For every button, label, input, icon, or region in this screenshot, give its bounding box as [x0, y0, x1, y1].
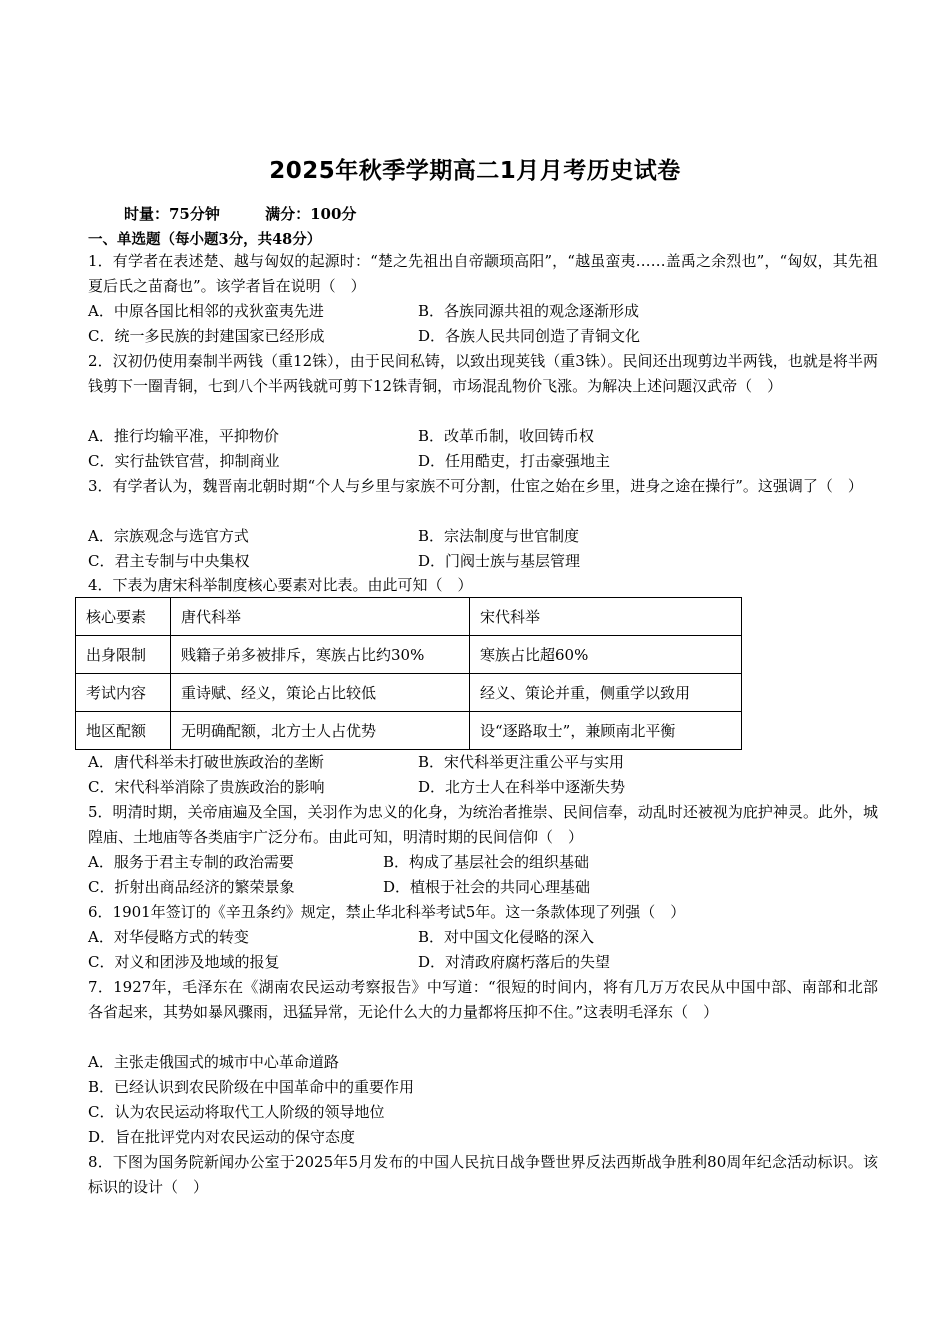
- table-header-cell: 核心要素: [76, 598, 171, 636]
- table-cell: 寒族占比超60%: [470, 636, 742, 674]
- q7-option-c: C．认为农民运动将取代工人阶级的领导地位: [88, 1103, 385, 1121]
- q2-option-c: C．实行盐铁官营，抑制商业: [88, 452, 280, 470]
- table-row: [76, 636, 742, 674]
- question-3-stem: 3．有学者认为，魏晋南北朝时期“个人与乡里与家族不可分割，仕宦之始在乡里，进身之途在操行”。这强调了（ ）: [88, 477, 863, 495]
- q3-option-b: B．宗法制度与世官制度: [418, 527, 580, 545]
- q4-option-b: B．宋代科举更注重公平与实用: [418, 753, 625, 771]
- question-6-stem: 6．1901年签订的《辛丑条约》规定，禁止华北科举考试5年。这一条款体现了列强（ ）: [88, 903, 686, 921]
- q3-option-c: C．君主专制与中央集权: [88, 552, 250, 570]
- q1-option-c: C．统一多民族的封建国家已经形成: [88, 327, 325, 345]
- table-row: [76, 712, 742, 750]
- q3-option-d: D．门阀士族与基层管理: [418, 552, 581, 570]
- question-2-stem: 2．汉初仍使用秦制半两钱（重12铢），由于民间私铸，以致出现荚钱（重3铢）。民间还出现剪边半两钱，也就是将半两钱剪下一圈青铜，七到八个半两钱就可剪下12铢青铜，市场混乱物价飞涨。为解决上述问题汉武帝（ ）: [88, 352, 878, 395]
- exam-score: 满分：100分: [265, 205, 357, 223]
- q1-option-b: B．各族同源共祖的观念逐渐形成: [418, 302, 640, 320]
- q1-option-d: D．各族人民共同创造了青铜文化: [418, 327, 641, 345]
- table-header-row: [76, 598, 742, 636]
- table-row: [76, 674, 742, 712]
- q6-option-b: B．对中国文化侵略的深入: [418, 928, 595, 946]
- q4-option-d: D．北方士人在科举中逐渐失势: [418, 778, 626, 796]
- q6-option-c: C．对义和团涉及地域的报复: [88, 953, 280, 971]
- q1-option-a: A．中原各国比相邻的戎狄蛮夷先进: [88, 302, 324, 320]
- comparison-table: [75, 597, 742, 750]
- table-cell: 重诗赋、经义，策论占比较低: [171, 674, 470, 712]
- q5-option-c: C．折射出商品经济的繁荣景象: [88, 878, 295, 896]
- table-cell: 经义、策论并重，侧重学以致用: [470, 674, 742, 712]
- q7-option-d: D．旨在批评党内对农民运动的保守态度: [88, 1128, 356, 1146]
- q5-option-d: D．植根于社会的共同心理基础: [383, 878, 591, 896]
- exam-meta: [124, 203, 356, 224]
- q5-option-b: B．构成了基层社会的组织基础: [383, 853, 590, 871]
- exam-title: 2025年秋季学期高二1月月考历史试卷: [269, 158, 681, 184]
- section-heading: 一、单选题（每小题3分，共48分）: [88, 231, 322, 248]
- question-7-stem: 7．1927年，毛泽东在《湖南农民运动考察报告》中写道：“很短的时间内，将有几万万农民从中国中部、南部和北部各省起来，其势如暴风骤雨，迅猛异常，无论什么大的力量都将压抑不住。”这表明毛泽东（ ）: [88, 978, 878, 1021]
- q2-option-d: D．任用酷吏，打击豪强地主: [418, 452, 611, 470]
- table-cell: 贱籍子弟多被排斥，寒族占比约30%: [171, 636, 470, 674]
- q6-option-d: D．对清政府腐朽落后的失望: [418, 953, 611, 971]
- q7-option-b: B．已经认识到农民阶级在中国革命中的重要作用: [88, 1078, 415, 1096]
- q2-option-a: A．推行均输平准，平抑物价: [88, 427, 279, 445]
- q4-option-c: C．宋代科举消除了贵族政治的影响: [88, 778, 325, 796]
- q4-option-a: A．唐代科举未打破世族政治的垄断: [88, 753, 324, 771]
- q5-option-a: A．服务于君主专制的政治需要: [88, 853, 294, 871]
- question-5-stem: 5．明清时期，关帝庙遍及全国，关羽作为忠义的化身，为统治者推崇、民间信奉，动乱时还被视为庇护神灵。此外，城隍庙、土地庙等各类庙宇广泛分布。由此可知，明清时期的民间信仰（ ）: [88, 803, 878, 846]
- exam-time: 时量：75分钟: [124, 205, 220, 223]
- table-cell: 考试内容: [76, 674, 171, 712]
- table-cell: 出身限制: [76, 636, 171, 674]
- table-cell: 设“逐路取士”，兼顾南北平衡: [470, 712, 742, 750]
- q3-option-a: A．宗族观念与选官方式: [88, 527, 249, 545]
- question-1-stem: 1．有学者在表述楚、越与匈奴的起源时：“楚之先祖出自帝颛顼高阳”，“越虽蛮夷……盖禹之余烈也”，“匈奴，其先祖夏后氏之苗裔也”。该学者旨在说明（ ）: [88, 252, 878, 295]
- question-8-stem: 8．下图为国务院新闻办公室于2025年5月发布的中国人民抗日战争暨世界反法西斯战争胜利80周年纪念活动标识。该标识的设计（ ）: [88, 1153, 878, 1196]
- table-header-cell: 唐代科举: [171, 598, 470, 636]
- q7-option-a: A．主张走俄国式的城市中心革命道路: [88, 1053, 339, 1071]
- table-cell: 地区配额: [76, 712, 171, 750]
- q2-option-b: B．改革币制，收回铸币权: [418, 427, 595, 445]
- q6-option-a: A．对华侵略方式的转变: [88, 928, 249, 946]
- table-header-cell: 宋代科举: [470, 598, 742, 636]
- question-4-stem: 4．下表为唐宋科举制度核心要素对比表。由此可知（ ）: [88, 576, 473, 594]
- table-cell: 无明确配额，北方士人占优势: [171, 712, 470, 750]
